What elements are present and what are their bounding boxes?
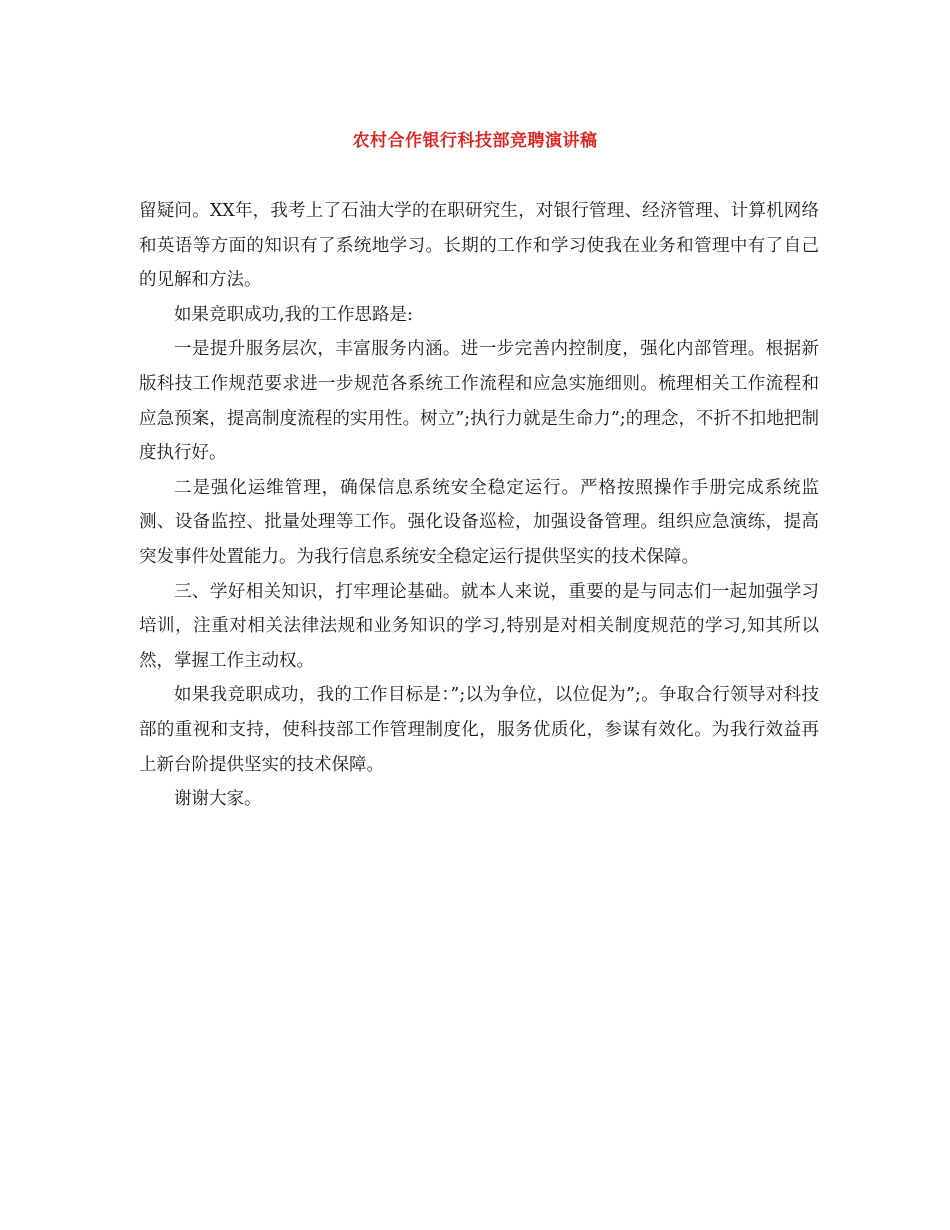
paragraph-point-one: 一是提升服务层次，丰富服务内涵。进一步完善内控制度，强化内部管理。根据新版科技工作规范要求进一步规范各系统工作流程和应急实施细则。梳理相关工作流程和应急预案，提高制度流程的实用性。树立”;执行力就是生命力”;的理念，不折不扣地把制度执行好。 bbox=[139, 339, 819, 464]
paragraph-closing-thanks: 谢谢大家。 bbox=[174, 789, 262, 810]
document-body bbox=[139, 194, 819, 817]
document-title: 农村合作银行科技部竞聘演讲稿 bbox=[352, 131, 598, 151]
paragraph-point-two: 二是强化运维管理，确保信息系统安全稳定运行。严格按照操作手册完成系统监测、设备监控、批量处理等工作。强化设备巡检，加强设备管理。组织应急演练，提高突发事件处置能力。为我行信息系统安全稳定运行提供坚实的技术保障。 bbox=[139, 477, 819, 567]
paragraph-continuation: 留疑问。XX年，我考上了石油大学的在职研究生，对银行管理、经济管理、计算机网络和英语等方面的知识有了系统地学习。长期的工作和学习使我在业务和管理中有了自己的见解和方法。 bbox=[139, 201, 819, 291]
paragraph-work-goals: 如果我竞职成功，我的工作目标是：”;以为争位，以位促为”;。争取合行领导对科技部的重视和支持，使科技部工作管理制度化，服务优质化，参谋有效化。为我行效益再上新台阶提供坚实的技术保障。 bbox=[139, 685, 819, 775]
paragraph-point-three: 三、学好相关知识，打牢理论基础。就本人来说，重要的是与同志们一起加强学习培训，注重对相关法律法规和业务知识的学习,特别是对相关制度规范的学习,知其所以然，掌握工作主动权。 bbox=[139, 581, 819, 671]
paragraph-work-ideas-intro: 如果竞职成功,我的工作思路是: bbox=[174, 304, 413, 325]
